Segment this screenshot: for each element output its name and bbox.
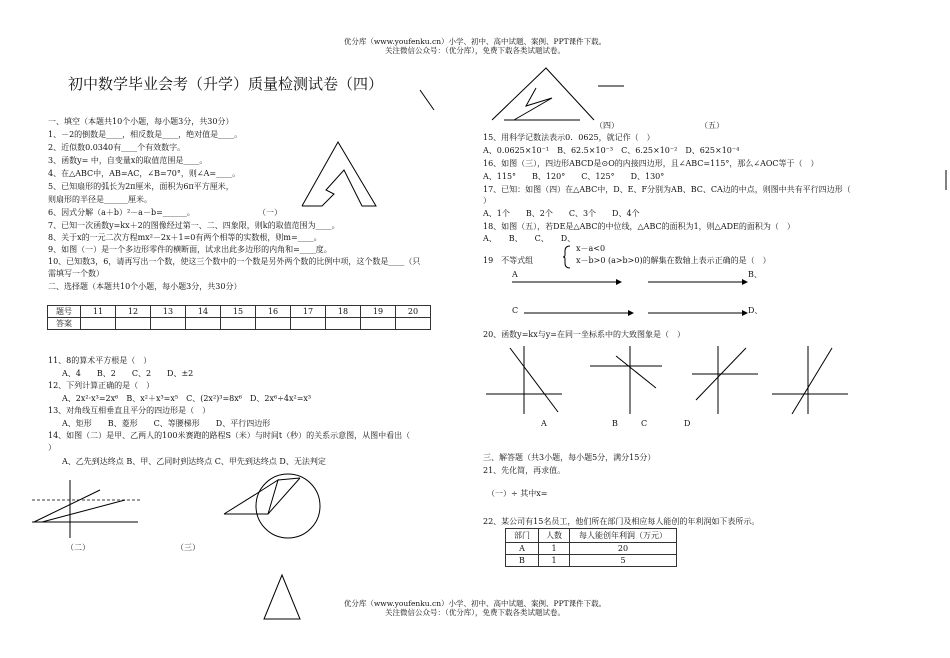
question-4: 4、在△ABC中，AB=AC，∠B=70°，则∠A=____。 — [48, 169, 241, 178]
table-head-cell: 13 — [151, 306, 186, 318]
q20-label-b: B — [612, 419, 618, 428]
figure-3-circle-quadrilateral — [220, 470, 330, 542]
q19-option-c: C — [512, 306, 519, 315]
number-line-c — [524, 309, 634, 317]
question-14-options: A、乙先到达终点 B、甲、乙同时到达终点 C、甲先到达终点 D、无法判定 — [62, 457, 326, 466]
section-3-heading: 三、解答题（共3小题，每小题5分，满分15分） — [483, 453, 656, 462]
q20-label-a: A — [541, 419, 547, 428]
table-head-cell: 19 — [361, 306, 396, 318]
question-20: 20、函数y=kx与y=在同一坐标系中的大致图象是（ ） — [483, 330, 685, 339]
answer-cell[interactable] — [186, 318, 221, 330]
section-1-heading: 一、填空（本题共10个小题，每小题3分，共30分） — [48, 117, 234, 126]
answer-table — [47, 305, 431, 330]
question-11: 11、8的算术平方根是（ ） — [48, 356, 152, 365]
question-6: 6、因式分解（a＋b）²－a－b=______。 — [48, 208, 195, 217]
dept-cell: 20 — [570, 543, 677, 555]
table-head-cell: 12 — [116, 306, 151, 318]
figure-2-caption: （二） — [66, 543, 90, 552]
dept-cell: 5 — [570, 555, 677, 567]
number-line-d — [648, 309, 748, 317]
question-10-line-2: 需填写一个数） — [48, 269, 104, 278]
brace-icon — [562, 244, 572, 270]
question-14-line-2: ） — [48, 443, 56, 452]
dept-head-cell: 每人能创年利润（万元） — [570, 529, 677, 543]
question-11-options: A、4 B、2 C、2 D、±2 — [62, 369, 194, 378]
question-10-line-1: 10、已知数3，6，请再写出一个数，使这三个数中的一个数是另外两个数的比例中项，这个数是____（只 — [48, 257, 421, 266]
question-18-options: A、 B、 C、 D、 — [483, 234, 576, 243]
table-head-cell: 14 — [186, 306, 221, 318]
question-21: 21、先化简，再求值。 — [483, 466, 566, 475]
q20-graph-d — [770, 344, 850, 416]
question-18: 18、如图（五），若DE是△ABC的中位线，△ABC的面积为1，则△ADE的面积为（ ） — [483, 222, 795, 231]
figure-5-line — [598, 84, 626, 88]
question-17-line-1: 17、已知：如图（四）在△ABC中，D、E、F分别为AB、BC、CA边的中点，则图中共有平行四边形（ — [483, 185, 851, 194]
figure-1-polygon — [300, 140, 380, 210]
question-16: 16、如图（三），四边形ABCD是⊙O的内接四边形，且∠ABC=115°，那么∠AOC等于（ ） — [483, 159, 819, 168]
q20-graph-b — [588, 344, 663, 416]
question-17-line-2: ） — [483, 196, 491, 205]
page-edge-mark — [944, 170, 948, 192]
question-14-line-1: 14、如图（二）是甲、乙两人的100米赛跑的路程S（米）与时间t（秒）的关系示意图，从图中看出（ — [48, 431, 411, 440]
answer-cell[interactable] — [396, 318, 431, 330]
answer-cell[interactable] — [326, 318, 361, 330]
dept-cell: A — [506, 543, 539, 555]
number-line-a — [512, 278, 622, 286]
question-13-options: A、矩形 B、菱形 C、等腰梯形 D、平行四边形 — [62, 419, 271, 428]
q20-label-c: C — [641, 419, 648, 428]
header-line-1: 优分库（www.youfenku.cn）小学、初中、高中试题、案例、PPT课件下载。 — [343, 37, 607, 46]
q20-graph-a — [484, 344, 564, 416]
question-17-options: A、1个 B、2个 C、3个 D、4个 — [483, 209, 640, 218]
table-head-cell: 15 — [221, 306, 256, 318]
question-1: 1、－2的倒数是____，相反数是____，绝对值是____。 — [48, 130, 243, 139]
question-5-line-1: 5、已知扇形的弧长为2π厘米，面积为6π平方厘米， — [48, 182, 234, 191]
question-9: 9、如图（一）是一个多边形零件的横断面，试求出此多边形的内角和=____度。 — [48, 245, 332, 254]
table-head-cell: 题号 — [48, 306, 81, 318]
question-8: 8、关于x的一元二次方程mx²－2x＋1=0有两个相等的实数根，则m=____。 — [48, 233, 322, 242]
question-7: 7、已知一次函数y=kx＋2的图像经过第一、二、四象限，则k的取值范围为____。 — [48, 221, 340, 230]
question-13: 13、对角线互相垂直且平分的四边形是（ ） — [48, 406, 211, 415]
figure-4-triangle — [490, 64, 595, 122]
question-22: 22、某公司有15名员工，他们所在部门及相应每人能创的年利润如下表所示。 — [483, 517, 760, 526]
answer-cell[interactable] — [116, 318, 151, 330]
question-15-options: A、0.0625×10⁻¹ B、62.5×10⁻³ C、6.25×10⁻² D、625×10⁻⁴ — [483, 146, 740, 155]
question-19-system-1: x－a<0 — [576, 244, 606, 253]
question-21-expression: （一）÷ 其中x= — [487, 489, 548, 498]
department-table — [505, 528, 677, 567]
question-15: 15、用科学记数法表示0．0625，就记作（ ） — [483, 133, 655, 142]
header-line-2: 关注微信公众号：（优分库），免费下载各类试题试卷。 — [385, 46, 565, 55]
dept-cell: B — [506, 555, 539, 567]
footer-line-2: 关注微信公众号：（优分库），免费下载各类试题试卷。 — [385, 608, 565, 617]
number-line-b — [648, 278, 748, 286]
table-head-cell: 11 — [81, 306, 116, 318]
question-12: 12、下列计算正确的是（ ） — [48, 381, 155, 390]
decorative-slash — [418, 88, 438, 114]
answer-cell[interactable] — [361, 318, 396, 330]
footer-line-1: 优分库（www.youfenku.cn）小学、初中、高中试题、案例、PPT课件下载。 — [343, 599, 607, 608]
figure-2-graph — [30, 478, 150, 540]
figure-1-caption: （一） — [258, 208, 282, 217]
q20-graph-c — [690, 344, 760, 416]
question-19-system-2: x－b>0 (a>b>0)的解集在数轴上表示正确的是（ ） — [576, 256, 771, 265]
table-row-label: 答案 — [48, 318, 81, 330]
table-head-cell: 20 — [396, 306, 431, 318]
answer-cell[interactable] — [221, 318, 256, 330]
q19-option-a: A — [512, 270, 518, 279]
figure-3-caption: （三） — [176, 543, 200, 552]
figure-4-caption: （四） — [595, 121, 619, 130]
dept-head-cell: 人数 — [539, 529, 570, 543]
question-12-options: A、2x²·x³=2x⁶ B、x²＋x³=x⁵ C、(2x²)³=8x⁶ D、2x⁶÷4x²=x³ — [62, 394, 312, 403]
q19-option-b: B、 — [748, 270, 762, 279]
question-16-options: A、115° B、120° C、125° D、130° — [483, 172, 665, 181]
page-title: 初中数学毕业会考（升学）质量检测试卷（四） — [68, 75, 384, 93]
table-head-cell: 17 — [291, 306, 326, 318]
table-head-cell: 18 — [326, 306, 361, 318]
figure-5-caption: （五） — [700, 121, 724, 130]
q19-option-d: D、 — [748, 306, 763, 315]
question-19-label: 19 不等式组 — [483, 256, 534, 265]
answer-cell[interactable] — [256, 318, 291, 330]
section-2-heading: 二、选择题（本题共10个小题，每小题3分，共30分） — [48, 282, 242, 291]
q20-label-d: D — [684, 419, 691, 428]
answer-cell[interactable] — [151, 318, 186, 330]
dept-cell: 1 — [539, 543, 570, 555]
question-2: 2、近似数0.0340有____个有效数字。 — [48, 143, 186, 152]
table-head-cell: 16 — [256, 306, 291, 318]
dept-head-cell: 部门 — [506, 529, 539, 543]
answer-cell[interactable] — [291, 318, 326, 330]
question-5-line-2: 则扇形的半径是______厘米。 — [48, 195, 152, 204]
dept-cell: 1 — [539, 555, 570, 567]
answer-cell[interactable] — [81, 318, 116, 330]
question-3: 3、函数y= 中，自变量x的取值范围是____。 — [48, 156, 208, 165]
